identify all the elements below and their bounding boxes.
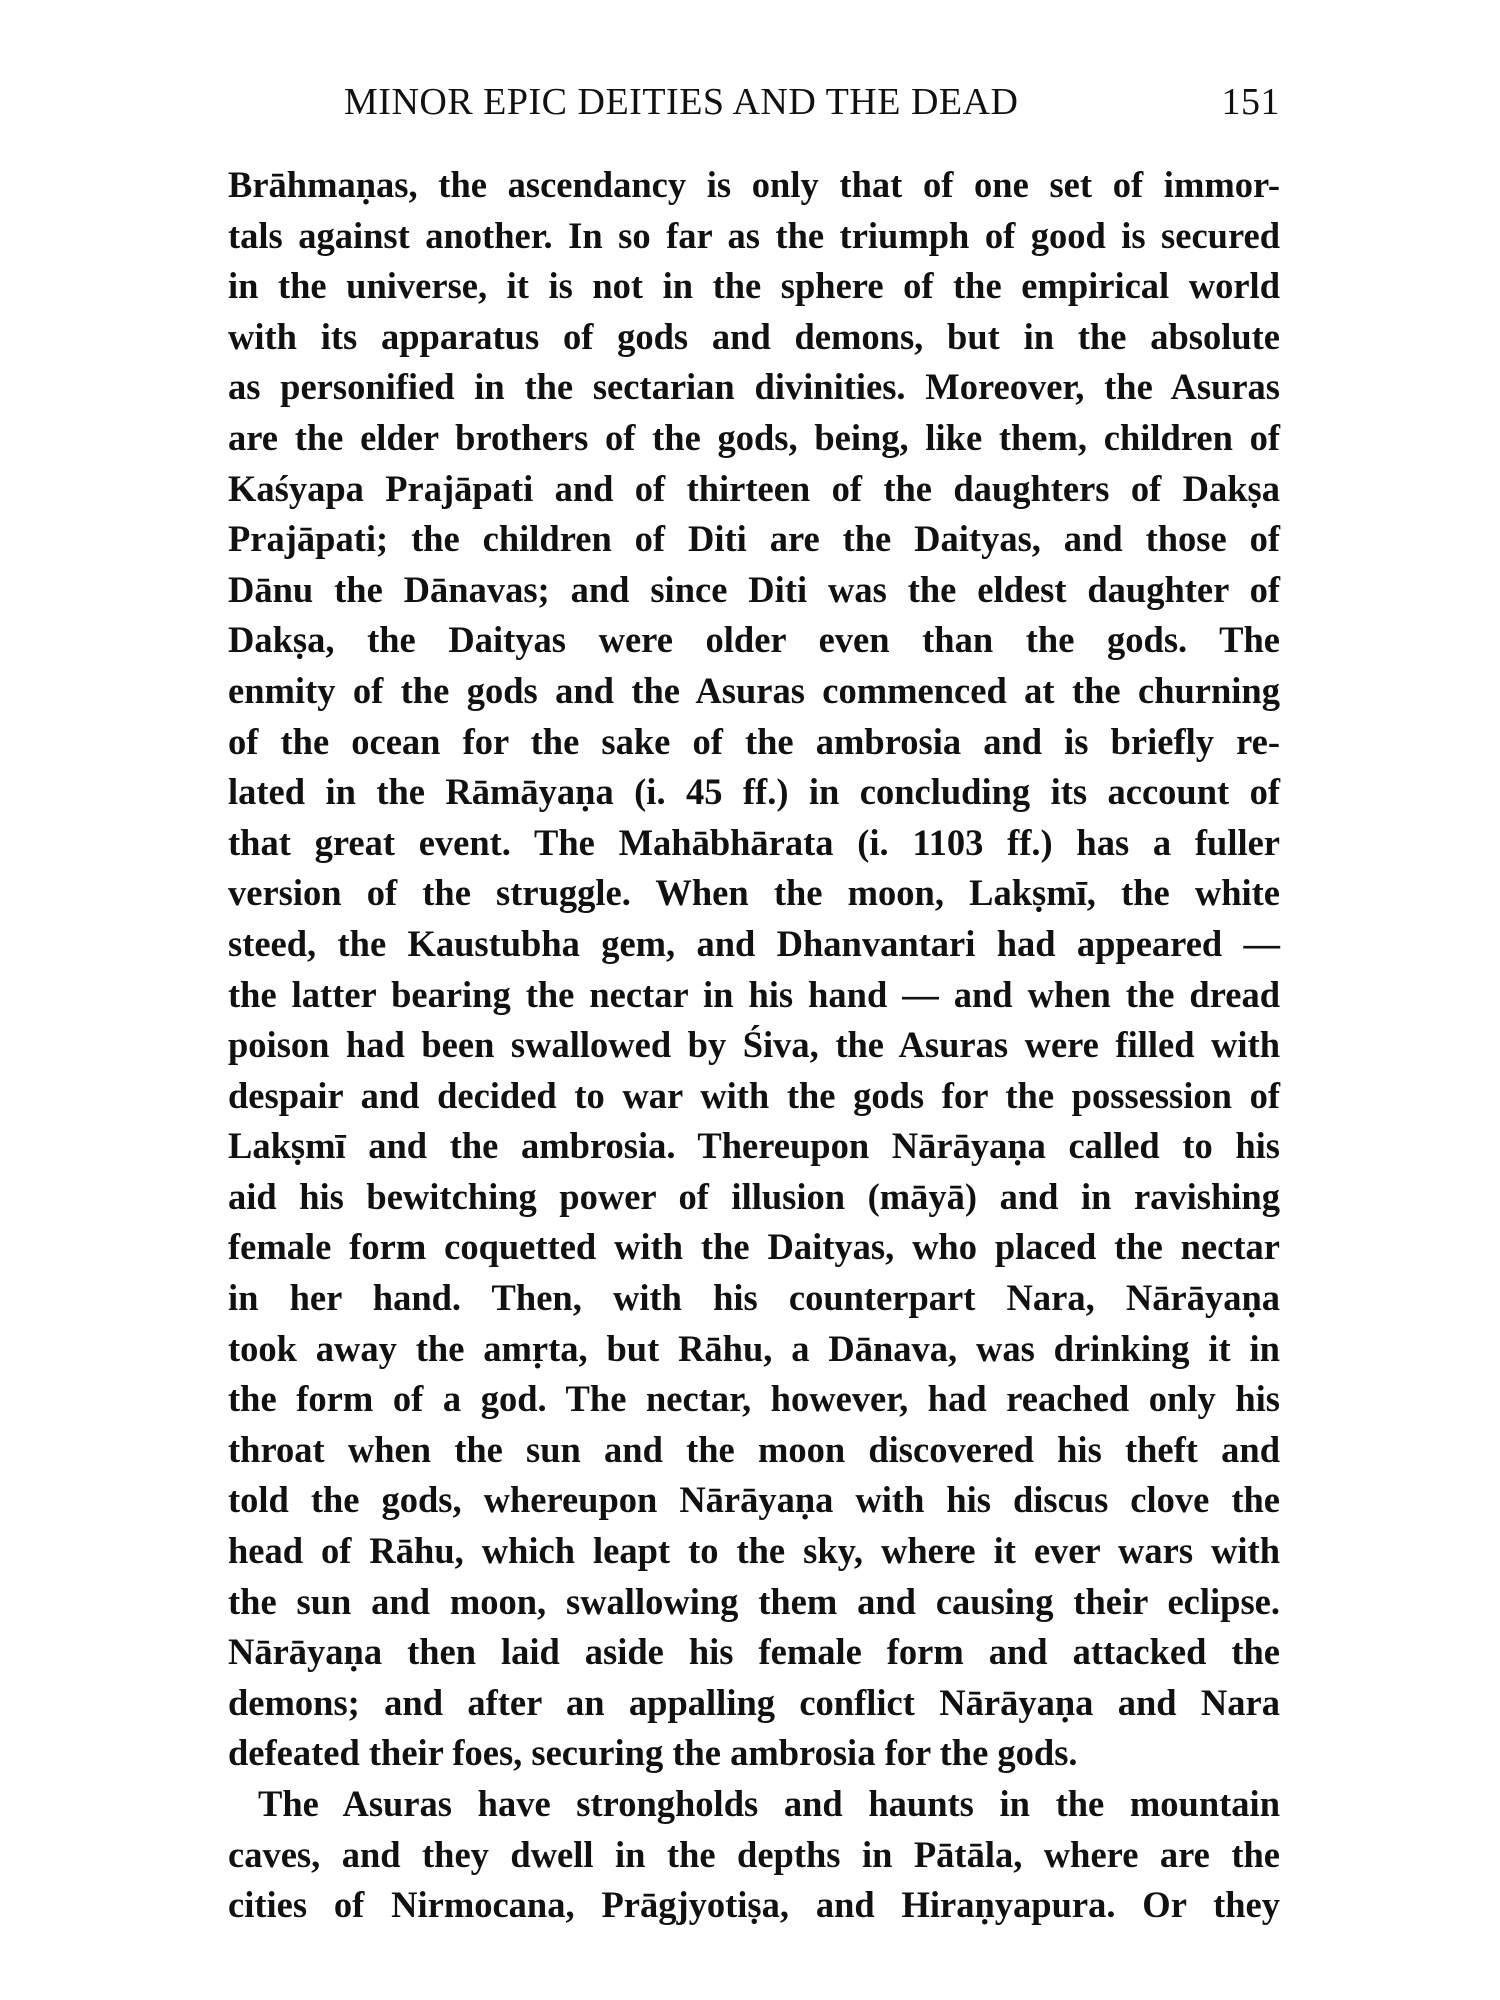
text-line: with its apparatus of gods and demons, but in the absolute: [228, 315, 1280, 357]
text-line: Lakṣmī and the ambrosia. Thereupon Nārāyaṇa called to his: [228, 1125, 1280, 1167]
text-line: tals against another. In so far as the triumph of good is secured: [228, 214, 1280, 256]
text-line: of the ocean for the sake of the ambrosia and is briefly re-: [228, 720, 1280, 762]
text-line: in the universe, it is not in the sphere of the empirical world: [228, 265, 1280, 307]
text-line: Kaśyapa Prajāpati and of thirteen of the daughters of Dakṣa: [228, 467, 1280, 509]
text-line: Brāhmaṇas, the ascendancy is only that of one set of immor-: [228, 164, 1280, 205]
running-title: MINOR EPIC DEITIES AND THE DEAD: [344, 81, 1019, 123]
text-line: head of Rāhu, which leapt to the sky, where it ever wars with: [228, 1530, 1280, 1572]
page-number: 151: [1221, 81, 1280, 123]
body-text: [228, 160, 1280, 1931]
text-line: the sun and moon, swallowing them and causing their eclipse.: [228, 1580, 1280, 1622]
text-line: Dakṣa, the Daityas were older even than the gods. The: [228, 619, 1280, 661]
book-page: [228, 80, 1280, 1931]
text-line: aid his bewitching power of illusion (māyā) and in ravishing: [228, 1175, 1280, 1217]
text-line: caves, and they dwell in the depths in Pātāla, where are the: [228, 1833, 1280, 1875]
text-line: demons; and after an appalling conflict Nārāyaṇa and Nara: [228, 1681, 1280, 1723]
text-line: version of the struggle. When the moon, Lakṣmī, the white: [228, 872, 1280, 914]
text-line: as personified in the sectarian divinities. Moreover, the Asuras: [228, 366, 1280, 408]
text-line: Prajāpati; the children of Diti are the Daityas, and those of: [228, 518, 1280, 560]
text-line: throat when the sun and the moon discovered his theft and: [228, 1428, 1280, 1470]
text-line: that great event. The Mahābhārata (i. 1103 ff.) has a fuller: [228, 821, 1280, 863]
text-line: female form coquetted with the Daityas, who placed the nectar: [228, 1226, 1280, 1268]
text-line: are the elder brothers of the gods, being, like them, children of: [228, 416, 1280, 458]
text-line: defeated their foes, securing the ambrosia for the gods.: [228, 1732, 1078, 1774]
text-line: The Asuras have strongholds and haunts in the mountain: [258, 1783, 1280, 1824]
text-line: poison had been swallowed by Śiva, the Asuras were filled with: [228, 1024, 1280, 1066]
text-line: Dānu the Dānavas; and since Diti was the eldest daughter of: [228, 568, 1280, 610]
running-head: [228, 80, 1280, 140]
text-line: steed, the Kaustubha gem, and Dhanvantari had appeared —: [228, 922, 1280, 964]
text-line: enmity of the gods and the Asuras commenced at the churning: [228, 669, 1280, 711]
text-line: the form of a god. The nectar, however, had reached only his: [228, 1378, 1280, 1420]
text-line: the latter bearing the nectar in his hand — and when the dread: [228, 973, 1280, 1015]
text-line: cities of Nirmocana, Prāgjyotiṣa, and Hiraṇyapura. Or they: [228, 1884, 1280, 1926]
text-line: took away the amṛta, but Rāhu, a Dānava, was drinking it in: [228, 1327, 1280, 1369]
text-line: lated in the Rāmāyaṇa (i. 45 ff.) in concluding its account of: [228, 771, 1280, 813]
text-line: in her hand. Then, with his counterpart Nara, Nārāyaṇa: [228, 1277, 1280, 1319]
text-line: told the gods, whereupon Nārāyaṇa with his discus clove the: [228, 1479, 1280, 1521]
text-line: Nārāyaṇa then laid aside his female form and attacked the: [228, 1631, 1280, 1673]
text-line: despair and decided to war with the gods for the possession of: [228, 1074, 1280, 1116]
